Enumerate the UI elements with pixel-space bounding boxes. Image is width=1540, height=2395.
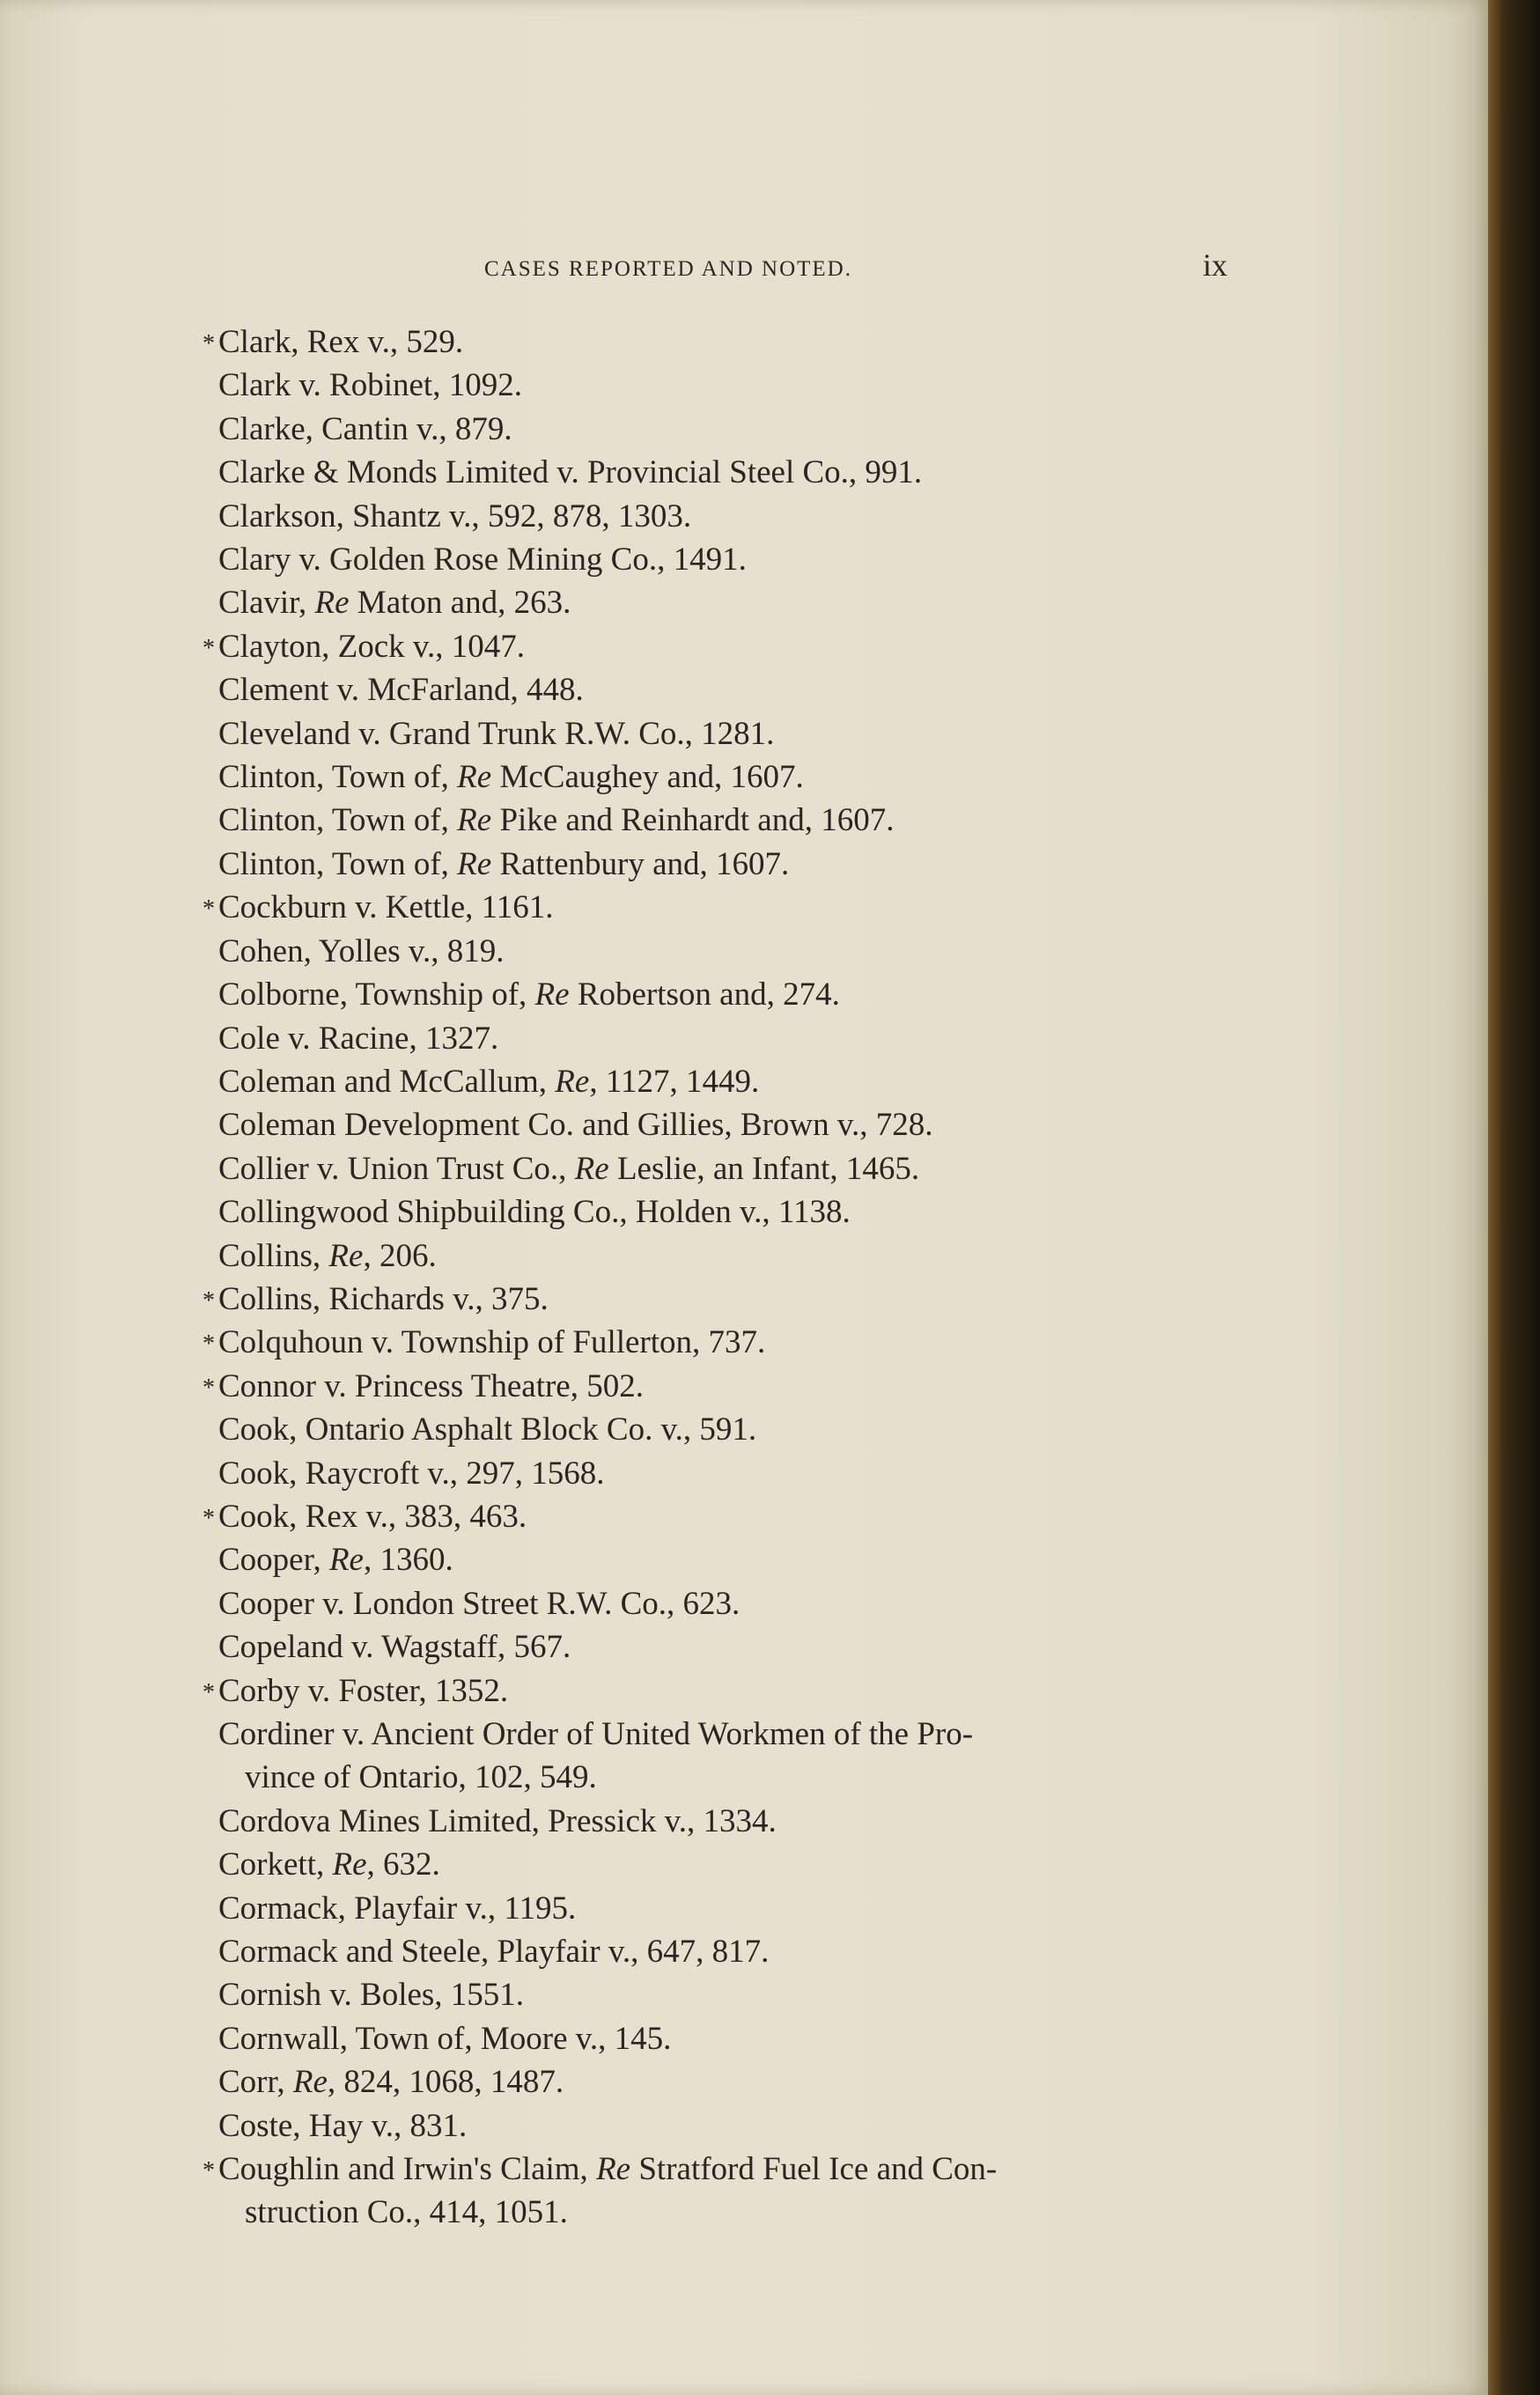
list-item <box>203 1887 1286 1930</box>
list-item: * Connor v. Princess Theatre, 502. <box>203 1367 644 1404</box>
list-item: * Corby v. Foster, 1352. <box>203 1672 509 1709</box>
list-item <box>203 408 1286 451</box>
case-entry: Clavir, Re Maton and, 263. <box>218 585 571 622</box>
case-entry: Copeland v. Wagstaff, 567. <box>218 1629 571 1666</box>
list-item: * Clark, Rex v., 529. <box>203 324 464 360</box>
list-item <box>203 1017 1286 1060</box>
list-item <box>203 1147 1286 1190</box>
list-item: * Coughlin and Irwin's Claim, Re Stratford Fuel Ice and Con- struction Co., 414, 1051. <box>203 2148 1286 2235</box>
case-entry: Collins, Richards v., 375. <box>218 1280 549 1317</box>
case-entry: Coleman Development Co. and Gillies, Brown v., 728. <box>218 1107 933 1144</box>
list-item <box>203 668 1286 711</box>
case-entry: Corkett, Re, 632. <box>218 1846 440 1883</box>
case-entry: Clarke, Cantin v., 879. <box>218 410 512 447</box>
list-item <box>203 2104 1286 2148</box>
list-item <box>203 1625 1286 1669</box>
list-item <box>203 1234 1286 1278</box>
list-item: * Clayton, Zock v., 1047. <box>203 628 526 665</box>
case-entry: Cornish v. Boles, 1551. <box>218 1977 525 2014</box>
case-entry-continuation: vince of Ontario, 102, 549. <box>245 1759 597 1796</box>
list-item: * Cook, Rex v., 383, 463. <box>203 1498 527 1535</box>
case-entry: Clarke & Monds Limited v. Provincial Steel Co., 991. <box>218 454 923 491</box>
case-entry: Clary v. Golden Rose Mining Co., 1491. <box>218 542 747 578</box>
running-head: CASES REPORTED AND NOTED. <box>484 257 852 281</box>
case-entry: Colborne, Township of, Re Robertson and, 274. <box>218 976 840 1013</box>
case-entry: Clinton, Town of, Re Pike and Reinhardt and, 1607. <box>218 802 895 839</box>
case-entry: Coste, Hay v., 831. <box>218 2107 468 2144</box>
list-item <box>203 581 1286 624</box>
case-entry: Cockburn v. Kettle, 1161. <box>218 889 554 926</box>
list-item <box>203 755 1286 799</box>
list-item <box>203 799 1286 842</box>
list-item <box>203 451 1286 494</box>
list-item <box>203 1843 1286 1886</box>
list-item <box>203 1060 1286 1103</box>
case-entry: Cleveland v. Grand Trunk R.W. Co., 1281. <box>218 715 775 752</box>
case-entry: Cordova Mines Limited, Pressick v., 1334. <box>218 1802 777 1839</box>
list-item <box>203 1408 1286 1451</box>
list-item <box>203 1190 1286 1234</box>
list-item: * Collins, Richards v., 375. <box>203 1280 549 1317</box>
list-item <box>203 1973 1286 2016</box>
book-spine-shadow <box>1488 0 1540 2395</box>
case-entry: Corby v. Foster, 1352. <box>218 1672 509 1709</box>
case-entry: Cook, Raycroft v., 297, 1568. <box>218 1455 605 1492</box>
case-entry: Cormack and Steele, Playfair v., 647, 817. <box>218 1934 770 1971</box>
list-item <box>203 1713 1286 1800</box>
case-entry: Clark v. Robinet, 1092. <box>218 367 522 404</box>
case-entry: Clark, Rex v., 529. <box>218 324 464 360</box>
list-item <box>203 973 1286 1016</box>
list-item <box>203 538 1286 581</box>
list-item <box>203 1582 1286 1625</box>
case-entry: Cordiner v. Ancient Order of United Workmen of the Pro- <box>218 1716 974 1752</box>
list-item <box>203 1538 1286 1581</box>
case-entry: Clayton, Zock v., 1047. <box>218 628 526 665</box>
case-index-list <box>203 321 1286 2235</box>
case-entry: Clinton, Town of, Re McCaughey and, 1607. <box>218 759 804 796</box>
case-entry-continuation: struction Co., 414, 1051. <box>245 2194 568 2231</box>
case-entry: Connor v. Princess Theatre, 502. <box>218 1367 644 1404</box>
case-entry: Collier v. Union Trust Co., Re Leslie, an Infant, 1465. <box>218 1150 920 1187</box>
case-entry: Cooper v. London Street R.W. Co., 623. <box>218 1585 741 1622</box>
list-item <box>203 930 1286 973</box>
case-entry: Cook, Rex v., 383, 463. <box>218 1498 527 1535</box>
list-item <box>203 2060 1286 2104</box>
case-entry: Clinton, Town of, Re Rattenbury and, 1607. <box>218 845 790 882</box>
list-item <box>203 364 1286 407</box>
list-item <box>203 843 1286 886</box>
list-item <box>203 2017 1286 2060</box>
list-item: * Colquhoun v. Township of Fullerton, 737. <box>203 1324 766 1361</box>
list-item <box>203 495 1286 538</box>
case-entry: Cormack, Playfair v., 1195. <box>218 1890 577 1927</box>
case-entry: Collins, Re, 206. <box>218 1237 437 1274</box>
case-entry: Colquhoun v. Township of Fullerton, 737. <box>218 1324 766 1361</box>
case-entry: Cornwall, Town of, Moore v., 145. <box>218 2020 672 2057</box>
list-item <box>203 1103 1286 1146</box>
case-entry: Cohen, Yolles v., 819. <box>218 932 505 969</box>
case-entry: Coughlin and Irwin's Claim, Re Stratford Fuel Ice and Con- <box>218 2151 998 2188</box>
list-item <box>203 712 1286 755</box>
case-entry: Cole v. Racine, 1327. <box>218 1020 499 1057</box>
case-entry: Corr, Re, 824, 1068, 1487. <box>218 2064 564 2101</box>
case-entry: Cook, Ontario Asphalt Block Co. v., 591. <box>218 1411 757 1448</box>
list-item <box>203 1930 1286 1973</box>
case-entry: Cooper, Re, 1360. <box>218 1542 453 1579</box>
list-item <box>203 1800 1286 1843</box>
page-number: ix <box>1203 247 1228 283</box>
case-entry: Clarkson, Shantz v., 592, 878, 1303. <box>218 497 692 534</box>
list-item: * Cockburn v. Kettle, 1161. <box>203 889 554 926</box>
list-item <box>203 1452 1286 1495</box>
case-entry: Coleman and McCallum, Re, 1127, 1449. <box>218 1063 760 1100</box>
case-entry: Clement v. McFarland, 448. <box>218 672 584 709</box>
case-entry: Collingwood Shipbuilding Co., Holden v., 1138. <box>218 1194 851 1231</box>
